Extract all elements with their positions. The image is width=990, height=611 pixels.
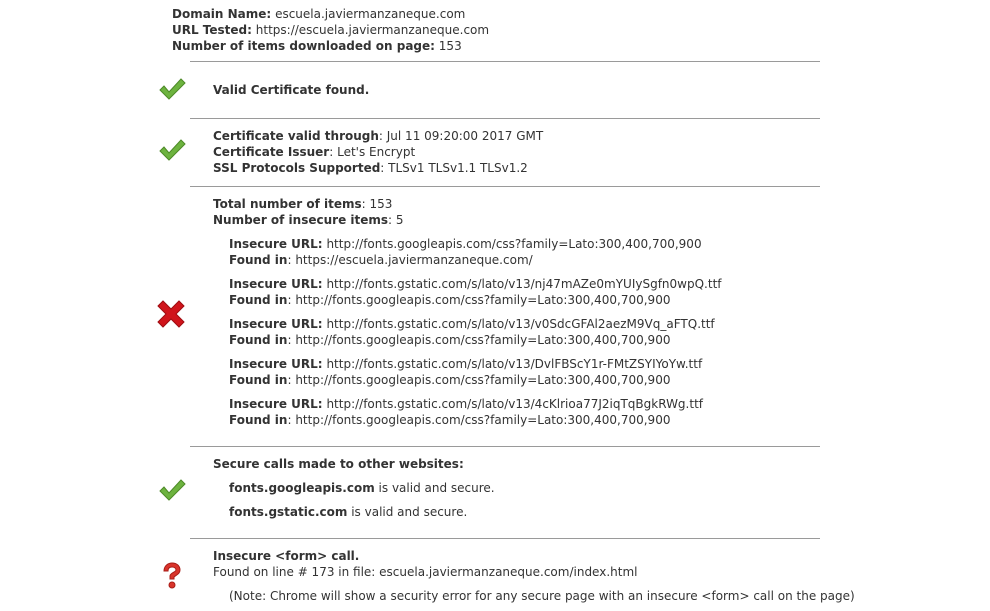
secure-call-domain: fonts.googleapis.com	[229, 481, 375, 495]
insecure-url-label: Insecure URL:	[229, 397, 323, 411]
insecure-url-label: Insecure URL:	[229, 317, 323, 331]
section-divider	[190, 538, 820, 539]
certificate-status	[213, 82, 369, 98]
checkmark-icon	[158, 478, 186, 502]
found-in-value: : http://fonts.googleapis.com/css?family=Lato:300,400,700,900	[287, 333, 671, 347]
domain-name-row	[172, 6, 465, 22]
certificate-issuer-value: : Let's Encrypt	[329, 145, 416, 159]
found-in-row	[229, 372, 670, 388]
insecure-url-row	[229, 316, 715, 332]
insecure-url-row	[229, 396, 703, 412]
found-in-row	[229, 252, 533, 268]
insecure-url-label: Insecure URL:	[229, 357, 323, 371]
section-divider	[190, 446, 820, 447]
domain-name-label: Domain Name:	[172, 7, 272, 21]
checkmark-icon	[158, 77, 186, 101]
insecure-url-row	[229, 276, 722, 292]
form-check-heading-text: Insecure <form> call.	[213, 549, 360, 563]
insecure-url-value: http://fonts.gstatic.com/s/lato/v13/nj47mAZe0mYUIySgfn0wpQ.ttf	[326, 277, 722, 291]
insecure-url-row	[229, 356, 702, 372]
found-in-value: : http://fonts.googleapis.com/css?family=Lato:300,400,700,900	[287, 373, 671, 387]
total-items-row	[213, 196, 392, 212]
insecure-url-value: http://fonts.googleapis.com/css?family=Lato:300,400,700,900	[326, 237, 702, 251]
form-check-note-text: (Note: Chrome will show a security error for any secure page with an insecure <form> call on the page)	[229, 589, 855, 603]
found-in-row	[229, 292, 670, 308]
secure-call-domain: fonts.gstatic.com	[229, 505, 348, 519]
insecure-url-value: http://fonts.gstatic.com/s/lato/v13/DvlFBScY1r-FMtZSYIYoYw.ttf	[326, 357, 703, 371]
found-in-row	[229, 412, 670, 428]
url-tested-label: URL Tested:	[172, 23, 252, 37]
secure-calls-heading-text: Secure calls made to other websites:	[213, 457, 464, 471]
total-items-label: Total number of items	[213, 197, 362, 211]
domain-name-value: escuela.javiermanzaneque.com	[275, 7, 466, 21]
insecure-url-label: Insecure URL:	[229, 237, 323, 251]
found-in-label: Found in	[229, 413, 288, 427]
secure-calls-heading	[213, 456, 464, 472]
secure-call-item	[229, 480, 495, 496]
insecure-count-label: Number of insecure items	[213, 213, 389, 227]
certificate-issuer-row	[213, 144, 415, 160]
ssl-protocols-row	[213, 160, 528, 176]
found-in-label: Found in	[229, 293, 288, 307]
certificate-valid-label: Certificate valid through	[213, 129, 379, 143]
secure-call-status: is valid and secure.	[347, 505, 468, 519]
certificate-issuer-label: Certificate Issuer	[213, 145, 330, 159]
insecure-url-value: http://fonts.gstatic.com/s/lato/v13/v0SdcGFAl2aezM9Vq_aFTQ.ttf	[326, 317, 715, 331]
found-in-label: Found in	[229, 333, 288, 347]
items-downloaded-row	[172, 38, 462, 54]
url-tested-row	[172, 22, 489, 38]
insecure-url-row	[229, 236, 702, 252]
section-divider	[190, 61, 820, 62]
section-divider	[190, 186, 820, 187]
total-items-value: : 153	[361, 197, 393, 211]
certificate-status-text: Valid Certificate found.	[213, 83, 370, 97]
insecure-count-row	[213, 212, 404, 228]
insecure-url-label: Insecure URL:	[229, 277, 323, 291]
section-divider	[190, 118, 820, 119]
items-downloaded-value: 153	[438, 39, 462, 53]
url-tested-value: https://escuela.javiermanzaneque.com	[255, 23, 490, 37]
form-check-heading	[213, 548, 359, 564]
x-mark-icon	[155, 298, 187, 330]
insecure-url-value: http://fonts.gstatic.com/s/lato/v13/4cKlrioa77J2iqTqBgkRWg.ttf	[326, 397, 704, 411]
secure-call-item	[229, 504, 467, 520]
ssl-protocols-value: : TLSv1 TLSv1.1 TLSv1.2	[380, 161, 528, 175]
form-check-found-text: Found on line # 173 in file: escuela.javiermanzaneque.com/index.html	[213, 565, 638, 579]
ssl-protocols-label: SSL Protocols Supported	[213, 161, 381, 175]
form-check-found	[213, 564, 637, 580]
form-check-note	[229, 588, 855, 604]
found-in-label: Found in	[229, 253, 288, 267]
checkmark-icon	[158, 138, 186, 162]
found-in-row	[229, 332, 670, 348]
secure-call-status: is valid and secure.	[374, 481, 495, 495]
found-in-label: Found in	[229, 373, 288, 387]
question-mark-icon	[161, 562, 183, 590]
certificate-valid-row	[213, 128, 543, 144]
insecure-count-value: : 5	[388, 213, 404, 227]
found-in-value: : http://fonts.googleapis.com/css?family=Lato:300,400,700,900	[287, 413, 671, 427]
found-in-value: : http://fonts.googleapis.com/css?family=Lato:300,400,700,900	[287, 293, 671, 307]
found-in-value: : https://escuela.javiermanzaneque.com/	[287, 253, 533, 267]
certificate-valid-value: : Jul 11 09:20:00 2017 GMT	[378, 129, 544, 143]
items-downloaded-label: Number of items downloaded on page:	[172, 39, 435, 53]
